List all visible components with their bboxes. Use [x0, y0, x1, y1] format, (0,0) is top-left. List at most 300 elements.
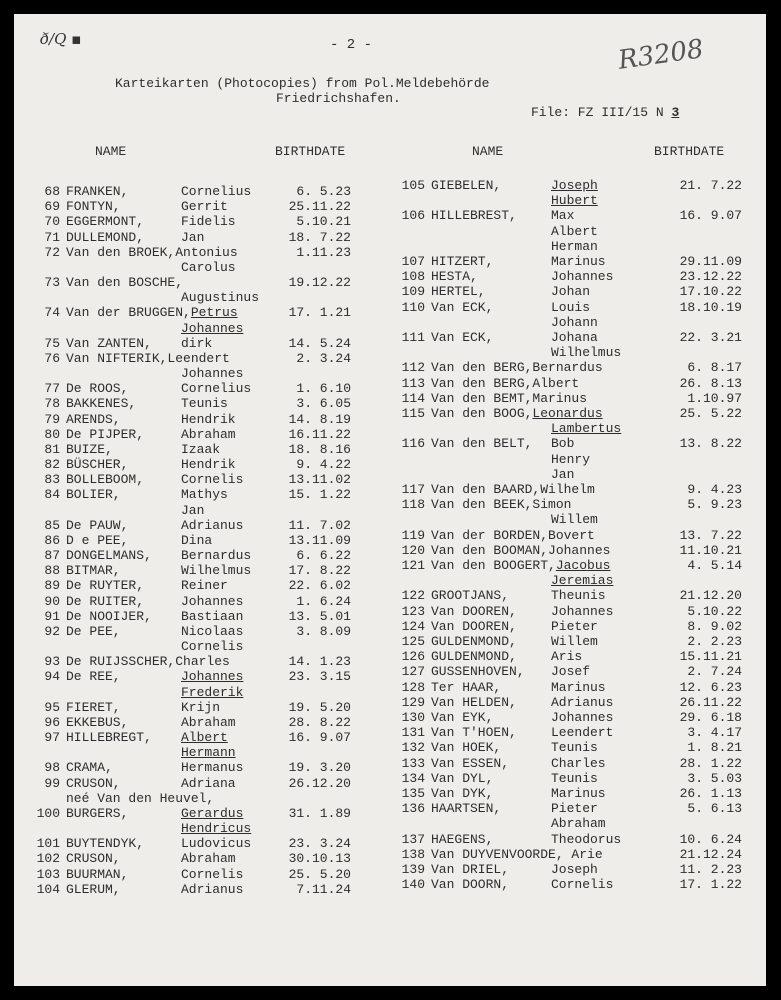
record-surname: De RUITER,: [66, 594, 145, 609]
record-birthdate: 3. 6.05: [296, 396, 351, 411]
record-first-name: Cornelis: [551, 877, 614, 892]
record-surname: BOLIER,: [66, 487, 121, 502]
record-number: 72: [44, 245, 60, 260]
record-birthdate: 19. 5.20: [288, 700, 351, 715]
record-first-name: Adriana: [181, 776, 236, 791]
record-birthdate: 26. 8.13: [679, 376, 742, 391]
record-surname: GUSSENHOVEN,: [431, 664, 525, 679]
record-surname: Van EYK,: [431, 710, 494, 725]
record-surname: CRUSON,: [66, 776, 121, 791]
record-first-name: Hendrik: [181, 412, 236, 427]
record-first-name: Albert: [181, 730, 228, 745]
record-number: 77: [44, 381, 60, 396]
record-birthdate: 14. 5.24: [288, 336, 351, 351]
record-first-name: Teunis: [551, 771, 598, 786]
record-number: 118: [401, 497, 425, 512]
record-number: 133: [401, 756, 425, 771]
record-first-name: Bob: [551, 436, 575, 451]
record-name: Van den BROEK,Antonius: [66, 245, 238, 260]
record-surname: HILLEBREST,: [431, 208, 517, 223]
record-first-name: Hendricus: [181, 821, 252, 836]
record-first-name: Johannes: [181, 669, 244, 684]
record-first-name: Joseph: [551, 862, 598, 877]
record-number: 109: [401, 284, 425, 299]
record-number: 69: [44, 199, 60, 214]
record-birthdate: 10. 6.24: [679, 832, 742, 847]
record-first-name: Wilhelmus: [181, 563, 252, 578]
record-number: 81: [44, 442, 60, 457]
record-first-name: Herman: [551, 239, 598, 254]
record-first-name: Henry: [551, 452, 591, 467]
record-name: Van den BEMT,Marinus: [431, 391, 588, 406]
record-number: 119: [401, 528, 425, 543]
record-birthdate: 6. 6.22: [296, 548, 351, 563]
record-first-name: Johannes: [551, 710, 614, 725]
record-number: 135: [401, 786, 425, 801]
record-birthdate: 25. 5.22: [679, 406, 742, 421]
record-birthdate: 29.11.09: [679, 254, 742, 269]
record-number: 96: [44, 715, 60, 730]
record-number: 88: [44, 563, 60, 578]
record-number: 105: [401, 178, 425, 193]
record-birthdate: 16. 9.07: [679, 208, 742, 223]
record-first-name: Johannes: [181, 594, 244, 609]
record-first-name: Johan: [551, 284, 591, 299]
record-first-name: Theunis: [551, 588, 606, 603]
record-first-name: Cornelis: [181, 472, 244, 487]
record-number: 86: [44, 533, 60, 548]
record-number: 100: [36, 806, 60, 821]
record-birthdate: 1.11.23: [296, 245, 351, 260]
document-subtitle: Friedrichshafen.: [276, 91, 401, 106]
record-birthdate: 13. 7.22: [679, 528, 742, 543]
record-surname: Van DRIEL,: [431, 862, 510, 877]
record-first-name: dirk: [181, 336, 213, 351]
record-first-name: Abraham: [181, 427, 236, 442]
record-first-name: Teunis: [181, 396, 228, 411]
page-number: - 2 -: [330, 37, 373, 53]
record-number: 108: [401, 269, 425, 284]
record-first-name: Willem: [551, 512, 598, 527]
record-surname: FRANKEN,: [66, 184, 129, 199]
record-birthdate: 25.11.22: [288, 199, 351, 214]
record-number: 71: [44, 230, 60, 245]
record-name: Van der BORDEN,Bovert: [431, 528, 595, 543]
record-first-name: Nicolaas: [181, 624, 244, 639]
record-number: 82: [44, 457, 60, 472]
record-first-name: Ludovicus: [181, 836, 252, 851]
record-birthdate: 22. 3.21: [679, 330, 742, 345]
record-first-name: Abraham: [181, 851, 236, 866]
record-surname: ARENDS,: [66, 412, 121, 427]
record-number: 101: [36, 836, 60, 851]
record-birthdate: 23.12.22: [679, 269, 742, 284]
record-number: 80: [44, 427, 60, 442]
record-birthdate: 2. 3.24: [296, 351, 351, 366]
record-surname: BUIZE,: [66, 442, 113, 457]
record-number: 125: [401, 634, 425, 649]
record-first-name: Jan: [181, 503, 205, 518]
record-number: 130: [401, 710, 425, 725]
record-surname: CRAMA,: [66, 760, 113, 775]
column-header-birthdate-right: BIRTHDATE: [654, 144, 725, 159]
record-first-name: Johann: [551, 315, 598, 330]
record-surname: Van DYL,: [431, 771, 494, 786]
record-birthdate: 28. 1.22: [679, 756, 742, 771]
record-surname: Van HELDEN,: [431, 695, 517, 710]
record-birthdate: 25. 5.20: [288, 867, 351, 882]
record-surname: HAEGENS,: [431, 832, 494, 847]
record-first-name: Hubert: [551, 193, 598, 208]
record-surname: Van DOORN,: [431, 877, 510, 892]
record-birthdate: 11. 2.23: [679, 862, 742, 877]
record-number: 128: [401, 680, 425, 695]
record-number: 104: [36, 882, 60, 897]
record-birthdate: 13.11.02: [288, 472, 351, 487]
record-birthdate: 2. 2.23: [687, 634, 742, 649]
record-birthdate: 19. 3.20: [288, 760, 351, 775]
record-surname: BÜSCHER,: [66, 457, 129, 472]
record-number: 87: [44, 548, 60, 563]
record-number: 140: [401, 877, 425, 892]
record-surname: GULDENMOND,: [431, 634, 517, 649]
record-number: 110: [401, 300, 425, 315]
record-birthdate: 16. 9.07: [288, 730, 351, 745]
record-name: Van den BERG,Albert: [431, 376, 580, 391]
record-surname: GROOTJANS,: [431, 588, 510, 603]
record-number: 73: [44, 275, 60, 290]
record-birthdate: 18. 8.16: [288, 442, 351, 457]
record-number: 93: [44, 654, 60, 669]
record-surname: Van DOOREN,: [431, 604, 517, 619]
record-surname: GULDENMOND,: [431, 649, 517, 664]
record-number: 97: [44, 730, 60, 745]
record-birthdate: 3. 5.03: [687, 771, 742, 786]
record-surname: GLERUM,: [66, 882, 121, 897]
record-surname: Van ECK,: [431, 300, 494, 315]
record-first-name: Max: [551, 208, 575, 223]
record-surname: Van HOEK,: [431, 740, 502, 755]
record-birthdate: 19.12.22: [288, 275, 351, 290]
record-number: 84: [44, 487, 60, 502]
record-surname: BITMAR,: [66, 563, 121, 578]
record-surname: FONTYN,: [66, 199, 121, 214]
record-number: 122: [401, 588, 425, 603]
record-surname: Van ECK,: [431, 330, 494, 345]
record-first-name: Marinus: [551, 786, 606, 801]
record-birthdate: 23. 3.24: [288, 836, 351, 851]
column-header-birthdate-left: BIRTHDATE: [275, 144, 346, 159]
record-first-name: Cornelis: [181, 639, 244, 654]
record-surname: DONGELMANS,: [66, 548, 152, 563]
record-first-name: Hermann: [181, 745, 236, 760]
record-birthdate: 2. 7.24: [687, 664, 742, 679]
record-surname: HESTA,: [431, 269, 478, 284]
record-name: Van den BERG,Bernardus: [431, 360, 603, 375]
record-birthdate: 17. 1.22: [679, 877, 742, 892]
record-birthdate: 23. 3.15: [288, 669, 351, 684]
record-birthdate: 13. 5.01: [288, 609, 351, 624]
handwritten-corner-mark: ð/Q ▪: [40, 30, 82, 48]
record-surname: EGGERMONT,: [66, 214, 145, 229]
record-number: 95: [44, 700, 60, 715]
record-first-name: Mathys: [181, 487, 228, 502]
record-number: 83: [44, 472, 60, 487]
record-first-name: Louis: [551, 300, 591, 315]
record-surname: HILLEBREGT,: [66, 730, 152, 745]
record-number: 115: [401, 406, 425, 421]
record-number: 107: [401, 254, 425, 269]
record-first-name: Gerardus: [181, 806, 244, 821]
record-number: 114: [401, 391, 425, 406]
record-name: Van den BAARD,Wilhelm: [431, 482, 595, 497]
record-number: 76: [44, 351, 60, 366]
record-birthdate: 6. 8.17: [687, 360, 742, 375]
record-first-name: Willem: [551, 634, 598, 649]
record-first-name: Johana: [551, 330, 598, 345]
record-first-name: Jan: [181, 230, 205, 245]
record-first-name: Abraham: [181, 715, 236, 730]
record-birthdate: 1. 6.24: [296, 594, 351, 609]
handwritten-reference-number: R3208: [616, 34, 706, 76]
record-first-name: Adrianus: [551, 695, 614, 710]
record-number: 132: [401, 740, 425, 755]
record-name: Van den BOOMAN,Johannes: [431, 543, 611, 558]
record-first-name: Frederik: [181, 685, 244, 700]
record-surname: GIEBELEN,: [431, 178, 502, 193]
record-first-name: Wilhelmus: [551, 345, 622, 360]
record-first-name: Fidelis: [181, 214, 236, 229]
record-birthdate: 12. 6.23: [679, 680, 742, 695]
record-number: 116: [401, 436, 425, 451]
record-first-name: Albert: [551, 224, 598, 239]
record-number: 98: [44, 760, 60, 775]
record-birthdate: 1. 6.10: [296, 381, 351, 396]
record-number: 111: [401, 330, 425, 345]
record-birthdate: 30.10.13: [288, 851, 351, 866]
record-birthdate: 4. 5.14: [687, 558, 742, 573]
record-number: 99: [44, 776, 60, 791]
record-first-name: Adrianus: [181, 518, 244, 533]
record-birthdate: 5. 6.13: [687, 801, 742, 816]
record-number: 131: [401, 725, 425, 740]
record-birthdate: 16.11.22: [288, 427, 351, 442]
record-surname: Van den BOSCHE,: [66, 275, 184, 290]
record-birthdate: 3. 8.09: [296, 624, 351, 639]
record-surname: HERTEL,: [431, 284, 486, 299]
record-number: 94: [44, 669, 60, 684]
record-first-name: Dina: [181, 533, 213, 548]
record-birthdate: 14. 8.19: [288, 412, 351, 427]
record-first-name: Aris: [551, 649, 583, 664]
record-number: 102: [36, 851, 60, 866]
record-birthdate: 6. 5.23: [296, 184, 351, 199]
record-number: 121: [401, 558, 425, 573]
record-birthdate: 15. 1.22: [288, 487, 351, 502]
record-surname: BAKKENES,: [66, 396, 137, 411]
record-first-name: Hendrik: [181, 457, 236, 472]
record-name: Van den BEEK,Simon: [431, 497, 572, 512]
record-number: 79: [44, 412, 60, 427]
record-number: 137: [401, 832, 425, 847]
record-number: 103: [36, 867, 60, 882]
record-birthdate: 22. 6.02: [288, 578, 351, 593]
column-header-name-right: NAME: [472, 144, 504, 159]
record-birthdate: 8. 9.02: [687, 619, 742, 634]
file-reference: File: FZ III/15 N 3: [531, 105, 680, 120]
record-first-name: Petrus: [190, 305, 238, 320]
record-first-name: Reiner: [181, 578, 228, 593]
record-name: Van DUYVENVOORDE, Arie: [431, 847, 603, 862]
record-birthdate: 9. 4.22: [296, 457, 351, 472]
record-name: Van NIFTERIK,Leendert: [66, 351, 230, 366]
record-surname: DULLEMOND,: [66, 230, 145, 245]
record-birthdate: 3. 4.17: [687, 725, 742, 740]
record-number: 106: [401, 208, 425, 223]
record-first-name: Bernardus: [181, 548, 252, 563]
record-name: De RUIJSSCHER,Charles: [66, 654, 230, 669]
record-surname: Van ESSEN,: [431, 756, 510, 771]
record-name: Van den BOOGERT,Jacobus: [431, 558, 611, 573]
record-first-name: Leendert: [551, 725, 614, 740]
record-first-name: Teunis: [551, 740, 598, 755]
record-surname: Van DYK,: [431, 786, 494, 801]
record-number: 134: [401, 771, 425, 786]
record-number: 90: [44, 594, 60, 609]
record-number: 112: [401, 360, 425, 375]
record-surname: De PIJPER,: [66, 427, 145, 442]
record-surname: HAARTSEN,: [431, 801, 502, 816]
record-birthdate: 13. 8.22: [679, 436, 742, 451]
record-first-name: Jan: [551, 467, 575, 482]
record-birthdate: 11.10.21: [679, 543, 742, 558]
record-surname: De RUYTER,: [66, 578, 145, 593]
record-birthdate: 17. 8.22: [288, 563, 351, 578]
record-birthdate: 18.10.19: [679, 300, 742, 315]
record-birthdate: 15.11.21: [679, 649, 742, 664]
record-first-name: Johannes: [181, 321, 244, 336]
record-number: 91: [44, 609, 60, 624]
record-surname: D e PEE,: [66, 533, 129, 548]
record-first-name: Bastiaan: [181, 609, 244, 624]
record-first-name: Johannes: [551, 604, 614, 619]
record-number: 136: [401, 801, 425, 816]
record-birthdate: 5.10.22: [687, 604, 742, 619]
record-birthdate: 26. 1.13: [679, 786, 742, 801]
record-surname: De ROOS,: [66, 381, 129, 396]
record-first-name: Izaak: [181, 442, 221, 457]
record-number: 139: [401, 862, 425, 877]
record-number: 68: [44, 184, 60, 199]
record-surname: BOLLEBOOM,: [66, 472, 145, 487]
record-number: 78: [44, 396, 60, 411]
record-first-name: Leonardus: [532, 406, 603, 421]
record-surname: De PEE,: [66, 624, 121, 639]
record-name: Van den BOOG,Leonardus: [431, 406, 603, 421]
record-surname: Van ZANTEN,: [66, 336, 152, 351]
record-number: 89: [44, 578, 60, 593]
record-surname: BUYTENDYK,: [66, 836, 145, 851]
record-first-name: Joseph: [551, 178, 598, 193]
record-surname: Van T'HOEN,: [431, 725, 517, 740]
file-number: 3: [671, 105, 680, 120]
record-number: 74: [44, 305, 60, 320]
record-number: 70: [44, 214, 60, 229]
record-number: 126: [401, 649, 425, 664]
record-first-name: Krijn: [181, 700, 221, 715]
record-first-name: Adrianus: [181, 882, 244, 897]
record-birthdate: 1.10.97: [687, 391, 742, 406]
record-number: 85: [44, 518, 60, 533]
record-birthdate: 29. 6.18: [679, 710, 742, 725]
record-birthdate: 13.11.09: [288, 533, 351, 548]
record-first-name: Cornelius: [181, 381, 252, 396]
record-surname: De NOOIJER,: [66, 609, 152, 624]
record-surname: EKKEBUS,: [66, 715, 129, 730]
record-first-name: Lambertus: [551, 421, 622, 436]
column-header-name-left: NAME: [95, 144, 127, 159]
record-birthdate: 28. 8.22: [288, 715, 351, 730]
record-first-name: Pieter: [551, 619, 598, 634]
record-birthdate: 1. 8.21: [687, 740, 742, 755]
record-first-name: Theodorus: [551, 832, 622, 847]
record-birthdate: 14. 1.23: [288, 654, 351, 669]
record-birthdate: 21.12.20: [679, 588, 742, 603]
record-first-name: Josef: [551, 664, 591, 679]
record-surname: Van DOOREN,: [431, 619, 517, 634]
record-first-name: Augustinus: [181, 290, 260, 305]
record-birthdate: 17.10.22: [679, 284, 742, 299]
record-birthdate: 21.12.24: [679, 847, 742, 862]
record-name: Van der BRUGGEN,Petrus: [66, 305, 238, 320]
record-first-name: Johannes: [551, 269, 614, 284]
record-birthdate: 21. 7.22: [679, 178, 742, 193]
record-birthdate: 26.12.20: [288, 776, 351, 791]
record-first-name: Abraham: [551, 816, 606, 831]
record-birthdate: 7.11.24: [296, 882, 351, 897]
record-number: 129: [401, 695, 425, 710]
document-title: Karteikarten (Photocopies) from Pol.Meldebehörde: [115, 76, 490, 91]
record-surname: Van den BELT,: [431, 436, 533, 451]
record-first-name: Jacobus: [555, 558, 611, 573]
record-name: neé Van den Heuvel,: [66, 791, 215, 806]
record-number: 124: [401, 619, 425, 634]
record-first-name: Hermanus: [181, 760, 244, 775]
record-surname: HITZERT,: [431, 254, 494, 269]
record-birthdate: 11. 7.02: [288, 518, 351, 533]
record-surname: De PAUW,: [66, 518, 129, 533]
record-surname: FIERET,: [66, 700, 121, 715]
record-first-name: Jeremias: [551, 573, 614, 588]
record-number: 117: [401, 482, 425, 497]
record-birthdate: 26.11.22: [679, 695, 742, 710]
record-first-name: Gerrit: [181, 199, 228, 214]
record-number: 127: [401, 664, 425, 679]
record-first-name: Carolus: [181, 260, 236, 275]
record-first-name: Charles: [551, 756, 606, 771]
record-surname: BUURMAN,: [66, 867, 129, 882]
record-surname: De REE,: [66, 669, 121, 684]
record-first-name: Cornelius: [181, 184, 252, 199]
record-birthdate: 5. 9.23: [687, 497, 742, 512]
record-surname: BURGERS,: [66, 806, 129, 821]
record-number: 138: [401, 847, 425, 862]
record-number: 75: [44, 336, 60, 351]
record-first-name: Marinus: [551, 680, 606, 695]
record-number: 113: [401, 376, 425, 391]
record-number: 92: [44, 624, 60, 639]
record-first-name: Johannes: [181, 366, 244, 381]
